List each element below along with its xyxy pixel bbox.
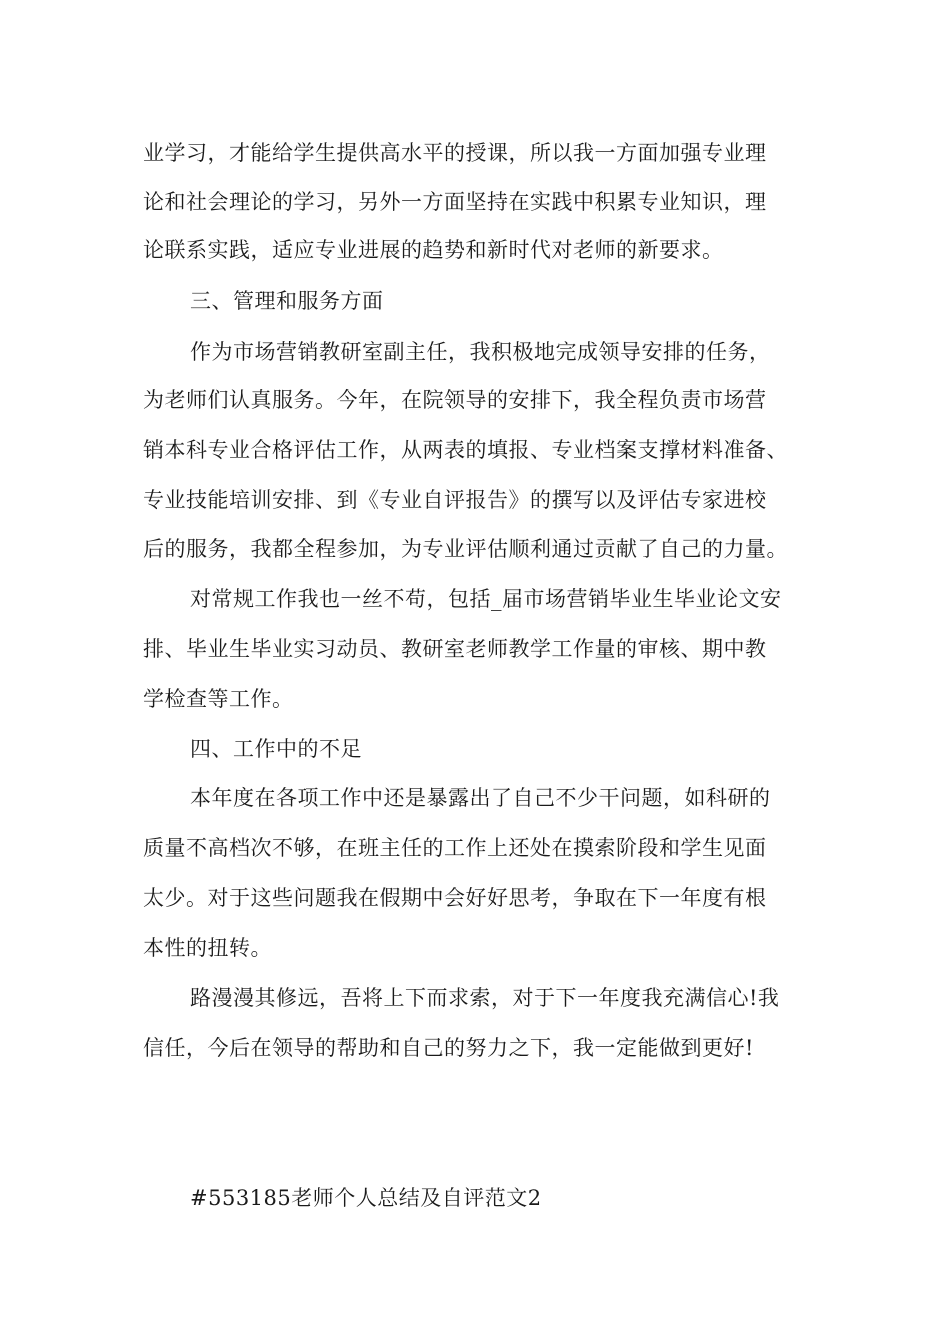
paragraph-line: 路漫漫其修远，吾将上下而求索，对于下一年度我充满信心!我	[190, 986, 780, 1010]
paragraph-line: 销本科专业合格评估工作，从两表的填报、专业档案支撑材料准备、	[143, 438, 788, 462]
paragraph-line: 作为市场营销教研室副主任，我积极地完成领导安排的任务，	[190, 340, 771, 364]
paragraph-line: 太少。对于这些问题我在假期中会好好思考，争取在下一年度有根	[143, 886, 767, 910]
paragraph-line: 论联系实践，适应专业进展的趋势和新时代对老师的新要求。	[143, 238, 724, 262]
next-article-title: #553185老师个人总结及自评范文2	[190, 1186, 542, 1210]
paragraph-line: 对常规工作我也一丝不苟，包括_届市场营销毕业生毕业论文安	[190, 587, 782, 611]
paragraph-line: 论和社会理论的学习，另外一方面坚持在实践中积累专业知识，理	[143, 190, 767, 214]
section-heading: 四、工作中的不足	[190, 737, 362, 761]
paragraph-line: 本年度在各项工作中还是暴露出了自己不少干问题，如科研的	[190, 786, 771, 810]
paragraph-line: 专业技能培训安排、到《专业自评报告》的撰写以及评估专家进校	[143, 488, 767, 512]
paragraph-line: 信任，今后在领导的帮助和自己的努力之下，我一定能做到更好!	[143, 1036, 754, 1060]
paragraph-line: 学检查等工作。	[143, 687, 294, 711]
paragraph-line: 质量不高档次不够，在班主任的工作上还处在摸索阶段和学生见面	[143, 836, 767, 860]
paragraph-line: 本性的扭转。	[143, 936, 272, 960]
paragraph-line: 后的服务，我都全程参加，为专业评估顺利通过贡献了自己的力量。	[143, 537, 788, 561]
paragraph-line: 业学习，才能给学生提供高水平的授课，所以我一方面加强专业理	[143, 141, 767, 165]
paragraph-line: 为老师们认真服务。今年，在院领导的安排下，我全程负责市场营	[143, 388, 767, 412]
section-heading: 三、管理和服务方面	[190, 289, 384, 313]
paragraph-line: 排、毕业生毕业实习动员、教研室老师教学工作量的审核、期中教	[143, 637, 767, 661]
